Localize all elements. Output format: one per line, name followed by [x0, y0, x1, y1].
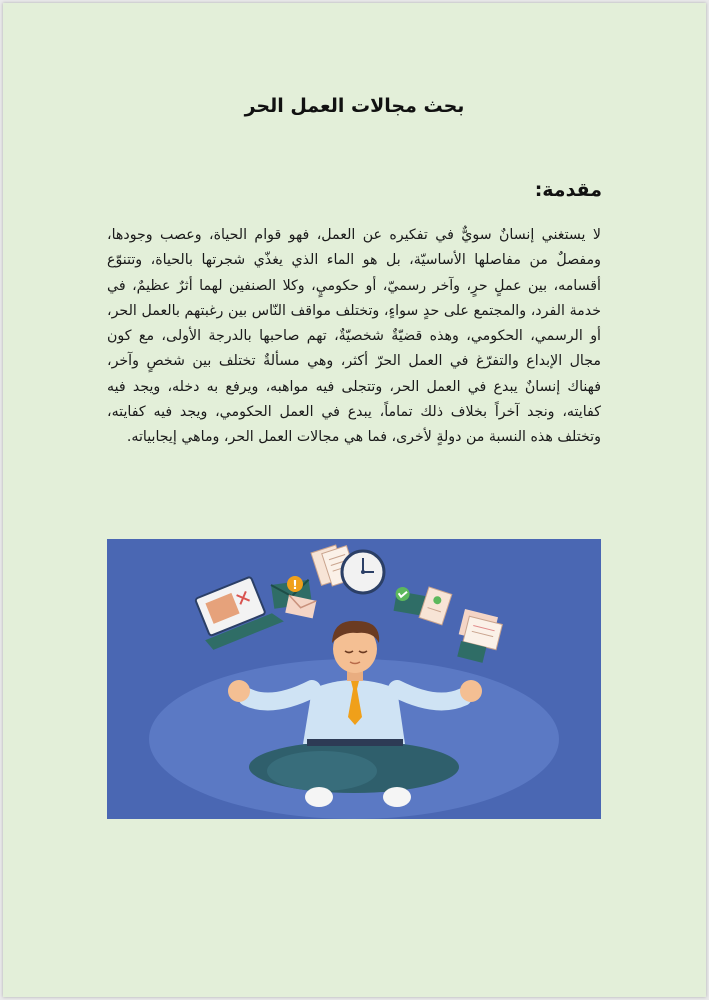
intro-paragraph: لا يستغني إنسانٌ سويٌّ في تفكيره عن العمل، فهو قوام الحياة، وعصب وجودها، ومفصلٌ من مفاصلها الأساسيّة، بل هو الماء الذي يغذّي شجرتها بالحياة، وتتنوّع أقسامه، بين عملٍ حرٍ، وآخر رسميّ، أو حكوميٍ، وكلا الصنفين لهما أثرٌ عظيمٌ، في خدمة الفرد، والمجتمع على حدٍ سواءٍ، وتختلف مواقف النّاس بين رغبتهم بالعمل الحر، أو الرسمي، الحكومي، وهذه قضيّةٌ شخصيّةٌ، تهم صاحبها بالدرجة الأولى، مع كون مجال الإبداع والتفرّغ في العمل الحرّ أكثر، وهي مسألةٌ تختلف بين شخصٍ وآخر، فهناك إنسانٌ يبدع في العمل الحر، وتتجلى فيه مواهبه، ويرفع به دخله، ويجد فيه كفايته، ونجد آخراً بخلاف ذلك تماماً، يبدع في العمل الحكومي، ويجد فيه كفايته، وتختلف هذه النسبة من دولةٍ لأخرى، فما هي مجالات العمل الحر، وماهي إيجابياته. [107, 227, 601, 446]
svg-text:!: ! [292, 578, 298, 592]
alert-icon [287, 576, 303, 592]
page-title: بحث مجالات العمل الحر [244, 95, 465, 117]
document-page [3, 3, 706, 997]
meditation-illustration [107, 539, 601, 819]
intro-heading: مقدمة: [534, 179, 602, 201]
clock-icon [342, 551, 384, 593]
